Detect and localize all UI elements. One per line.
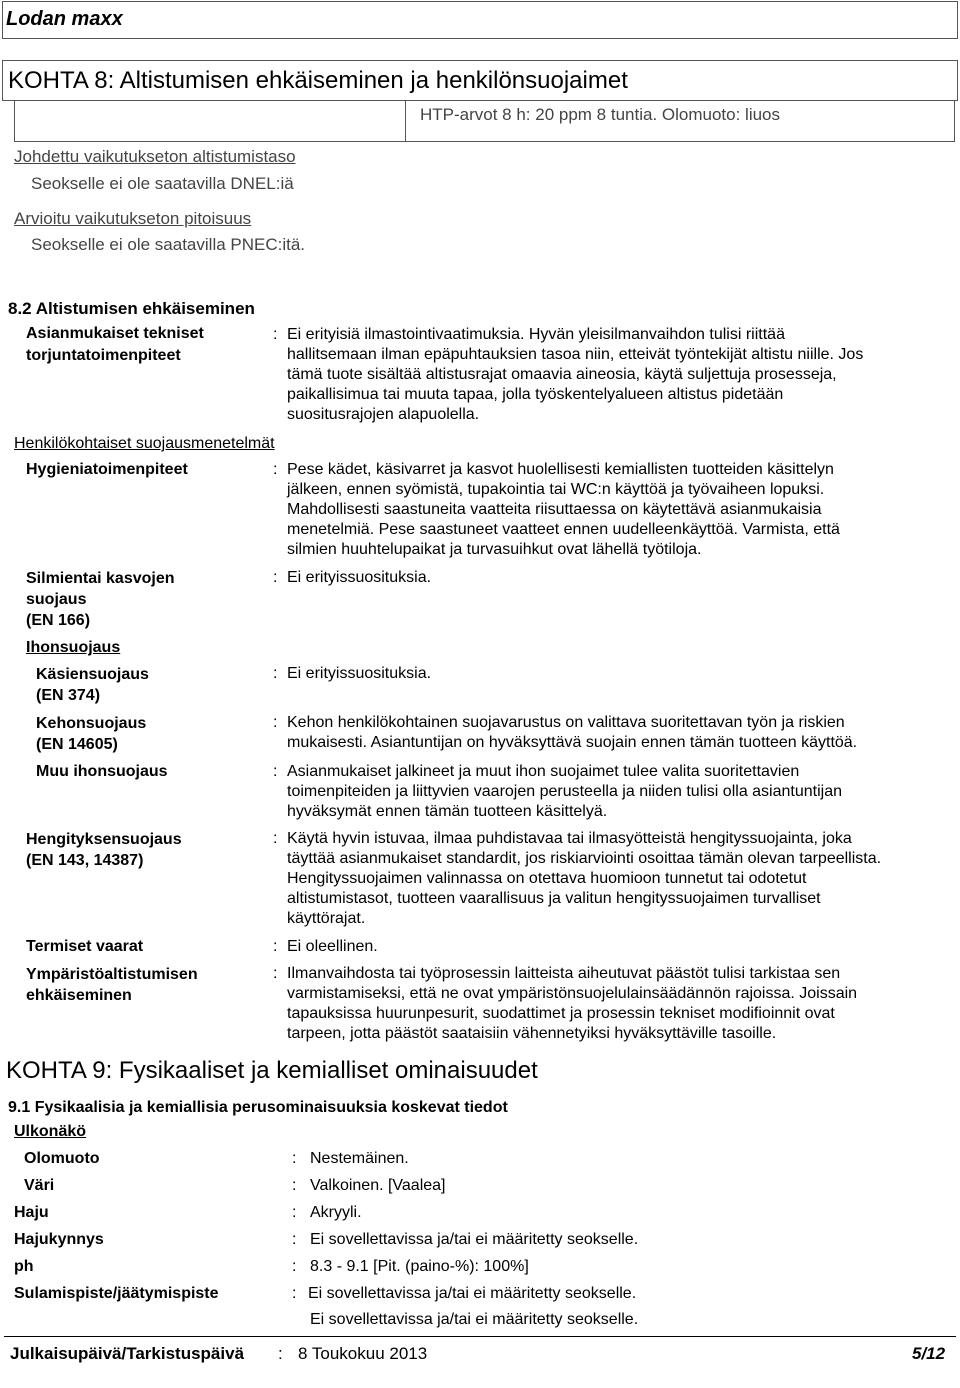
colon: : xyxy=(292,1258,297,1275)
text-line: paikallisimua tai muuta tapaa, jolla työskentelyalueen altistus pidetään xyxy=(287,386,784,403)
dnel-text: Seokselle ei ole saatavilla DNEL:iä xyxy=(31,174,294,193)
text-line: hallitsemaan ilman epäpuhtauksien tasoa niin, etteivät työntekijät altistu niille. Jos xyxy=(287,346,864,363)
label-line: (EN 166) xyxy=(26,612,91,629)
subsection-8-2-title: 8.2 Altistumisen ehkäiseminen xyxy=(8,299,255,318)
colon: : xyxy=(292,1204,297,1221)
property-value: Akryyli. xyxy=(310,1204,362,1221)
colon: : xyxy=(273,763,278,780)
text-line: Hengityssuojaimen valinnassa on otettava huomioon tunnetut tai odotetut xyxy=(287,870,807,887)
text-line: Mahdollisesti saastuneita vaatteita riisuttaessa on käytettävä asianmukaisia xyxy=(287,501,822,518)
text-line: Ilmanvaihdosta tai työprosessin laitteista aiheutuvat päästöt tulisi tarkistaa sen xyxy=(287,965,841,982)
text-line: toimenpiteiden ja liittyvien vaarojen perusteella ja niiden tulisi olla asiantuntijan xyxy=(287,783,842,800)
property-value: Ei sovellettavissa ja/tai ei määritetty seokselle. xyxy=(310,1231,639,1248)
text-line: Kehon henkilökohtainen suojavarustus on valittava suoritettavan työn ja riskien xyxy=(287,714,845,731)
other-skin-label: Muu ihonsuojaus xyxy=(36,763,168,780)
thermal-text: Ei oleellinen. xyxy=(287,938,378,955)
text-line: Ei erityisiä ilmastointivaatimuksia. Hyvän yleisilmanvaihdon tulisi riittää xyxy=(287,326,785,343)
body-protection-label xyxy=(36,713,146,755)
property-value: 8.3 - 9.1 [Pit. (paino-%): 100%] xyxy=(310,1258,529,1275)
text-line: Käytä hyvin istuvaa, ilmaa puhdistavaa tai ilmasyötteistä hengityssuojainta, joka xyxy=(287,830,852,847)
property-value-continued: Ei sovellettavissa ja/tai ei määritetty seokselle. xyxy=(310,1311,639,1328)
footer-date-label: Julkaisupäivä/Tarkistuspäivä xyxy=(10,1344,245,1363)
eye-protection-label xyxy=(26,568,175,631)
colon: : xyxy=(292,1150,297,1167)
text-line: altistumistasot, tuotteen vaarallisuus ja valitun hengityssuojaimen turvalliset xyxy=(287,890,821,907)
colon: : xyxy=(273,938,278,955)
colon: : xyxy=(292,1231,297,1248)
text-line: silmien huuhtelupaikat ja turvasuihkut ovat lähellä työtiloja. xyxy=(287,541,702,558)
label-line: Ympäristöaltistumisen xyxy=(26,966,198,983)
text-line: varmistamiseksi, että ne ovat ympäristönsuojelulainsäädännön rajoissa. Joissain xyxy=(287,985,858,1002)
label-line: (EN 374) xyxy=(36,687,101,704)
text-line: hyväksymät ennen tämän tuotteen käsittelyä. xyxy=(287,803,608,820)
hand-protection-label xyxy=(36,664,149,706)
tech-label-line: Asianmukaiset tekniset xyxy=(26,325,204,342)
property-label: Olomuoto xyxy=(24,1150,100,1167)
htp-values: HTP-arvot 8 h: 20 ppm 8 tuntia. Olomuoto: liuos xyxy=(420,105,781,124)
respiratory-label xyxy=(26,829,182,871)
property-value: Valkoinen. [Vaalea] xyxy=(310,1177,446,1194)
property-label: Haju xyxy=(14,1204,49,1221)
product-name: Lodan maxx xyxy=(6,8,123,30)
label-line: Silmientai kasvojen xyxy=(26,570,175,587)
label-line: (EN 143, 14387) xyxy=(26,852,144,869)
property-value: Nestemäinen. xyxy=(310,1150,409,1167)
property-value: Ei sovellettavissa ja/tai ei määritetty seokselle. xyxy=(308,1285,637,1302)
text-line: tapauksissa huurunpesurit, suodattimet ja prosessin tekniset modifioinnit ovat xyxy=(287,1005,835,1022)
colon: : xyxy=(292,1177,297,1194)
property-label: ph xyxy=(14,1258,34,1275)
environmental-text xyxy=(287,964,857,1044)
label-line: suojaus xyxy=(26,591,87,608)
label-line: Käsiensuojaus xyxy=(36,666,149,683)
colon: : xyxy=(273,665,278,682)
colon: : xyxy=(273,714,278,731)
property-label: Hajukynnys xyxy=(14,1231,104,1248)
subsection-9-1-title: 9.1 Fysikaalisia ja kemiallisia perusominaisuuksia koskevat tiedot xyxy=(8,1099,508,1116)
tech-label-line: torjuntatoimenpiteet xyxy=(26,347,181,364)
text-line: suositusrajojen alapuolella. xyxy=(287,406,480,423)
label-line: ehkäiseminen xyxy=(26,987,132,1004)
property-label: Sulamispiste/jäätymispiste xyxy=(14,1285,219,1302)
text-line: tämä tuote sisältää altistusrajat omaavia aineosia, käytä suljettuja prosesseja, xyxy=(287,366,837,383)
text-line: menetelmiä. Pese saastuneet vaatteet ennen uudelleenkäyttöä. Varmista, että xyxy=(287,521,840,538)
body-protection-text xyxy=(287,713,857,753)
hygiene-label: Hygieniatoimenpiteet xyxy=(26,461,188,478)
text-line: käyttörajat. xyxy=(287,910,366,927)
footer-date-value: 8 Toukokuu 2013 xyxy=(298,1344,428,1363)
eye-protection-text: Ei erityissuosituksia. xyxy=(287,569,432,586)
text-line: tarpeen, jotta päästöt saataisiin vähennetyiksi hyväksyttäville tasoille. xyxy=(287,1025,777,1042)
text-line: jälkeen, ennen syömistä, tupakointia tai WC:n käyttöä ja työvaiheen lopuksi. xyxy=(287,481,825,498)
label-line: Kehonsuojaus xyxy=(36,715,147,732)
section9-title: KOHTA 9: Fysikaaliset ja kemialliset ominaisuudet xyxy=(6,1057,538,1084)
colon: : xyxy=(273,326,278,343)
footer-colon: : xyxy=(278,1344,283,1363)
label-line: (EN 14605) xyxy=(36,736,118,753)
text-line: Asianmukaiset jalkineet ja muut ihon suojaimet tulee valita suoritettavien xyxy=(287,763,800,780)
pnec-text: Seokselle ei ole saatavilla PNEC:itä. xyxy=(31,235,306,254)
text-line: Pese kädet, käsivarret ja kasvot huolellisesti kemiallisten tuotteiden käsittelyn xyxy=(287,461,834,478)
colon: : xyxy=(273,830,278,847)
tech-label xyxy=(26,324,204,366)
label-line: Hengityksensuojaus xyxy=(26,831,182,848)
personal-protection-heading: Henkilökohtaiset suojausmenetelmät xyxy=(14,435,275,452)
hygiene-text xyxy=(287,460,840,560)
tech-text xyxy=(287,325,863,425)
pnec-heading: Arvioitu vaikutukseton pitoisuus xyxy=(14,209,252,228)
text-line: mukaisesti. Asiantuntijan on hyväksyttävä suojain ennen tämän tuotteen käyttöä. xyxy=(287,734,858,751)
environmental-label xyxy=(26,964,198,1006)
appearance-heading: Ulkonäkö xyxy=(14,1123,87,1140)
colon: : xyxy=(273,965,278,982)
colon: : xyxy=(292,1285,297,1302)
colon: : xyxy=(273,569,278,586)
property-label: Väri xyxy=(24,1177,55,1194)
htp-left-cell xyxy=(14,100,406,142)
section8-title: KOHTA 8: Altistumisen ehkäiseminen ja henkilönsuojaimet xyxy=(8,67,628,94)
skin-protection-heading: Ihonsuojaus xyxy=(26,639,121,656)
page-number: 5/12 xyxy=(912,1344,946,1363)
header-box xyxy=(2,1,958,39)
footer-rule xyxy=(4,1336,956,1337)
other-skin-text xyxy=(287,762,842,822)
colon: : xyxy=(273,461,278,478)
dnel-heading: Johdettu vaikutukseton altistumistaso xyxy=(14,147,296,166)
text-line: täyttää asianmukaiset standardit, jos riskiarviointi osoittaa tämän olevan tarpeellista. xyxy=(287,850,882,867)
thermal-label: Termiset vaarat xyxy=(26,938,144,955)
hand-protection-text: Ei erityissuosituksia. xyxy=(287,665,432,682)
respiratory-text xyxy=(287,829,881,929)
